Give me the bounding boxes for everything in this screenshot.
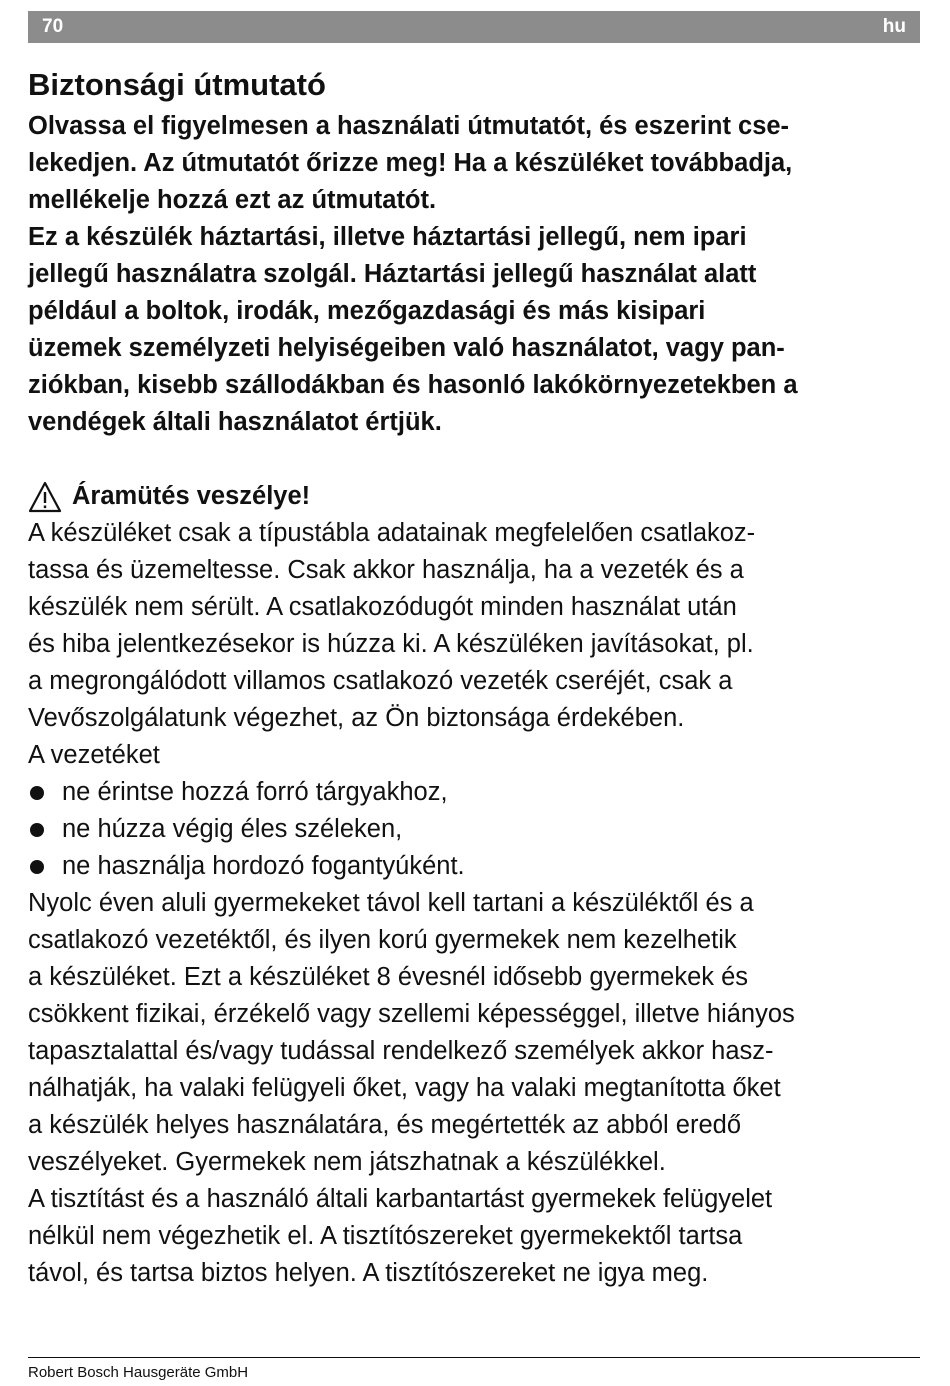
list-item-text: ne érintse hozzá forró tárgyakhoz,: [62, 778, 448, 806]
body-line: távol, és tartsa biztos helyen. A tisztítószereket ne igya meg.: [28, 1259, 709, 1287]
intro-line: lekedjen. Az útmutatót őrizze meg! Ha a készüléket továbbadja,: [28, 149, 793, 177]
body-line: A tisztítást és a használó általi karbantartást gyermekek felügyelet: [28, 1185, 773, 1213]
list-item: [28, 774, 920, 811]
intro-line: Olvassa el figyelmesen a használati útmutatót, és eszerint cse-: [28, 112, 790, 140]
intro-line: ziókban, kisebb szállodákban és hasonló lakókörnyezetekben a: [28, 371, 798, 399]
footer-divider: [28, 1357, 920, 1358]
intro-paragraph: [28, 108, 920, 441]
footer-company: Robert Bosch Hausgeräte GmbH: [28, 1364, 249, 1381]
body-line: készülék nem sérült. A csatlakozódugót minden használat után: [28, 593, 737, 621]
list-item-text: ne húzza végig éles széleken,: [62, 815, 403, 843]
list-item: [28, 848, 920, 885]
body-line: Nyolc éven aluli gyermekeket távol kell tartani a készüléktől és a: [28, 889, 754, 917]
bullet-dot-icon: [30, 823, 44, 837]
body-line: nálhatják, ha valaki felügyeli őket, vagy ha valaki megtanította őket: [28, 1074, 781, 1102]
body-line: és hiba jelentkezésekor is húzza ki. A készüléken javításokat, pl.: [28, 630, 754, 658]
page-title: Biztonsági útmutató: [28, 67, 326, 102]
body-line: A készüléket csak a típustábla adatainak megfelelően csatlakoz-: [28, 519, 756, 547]
list-item-text: ne használja hordozó fogantyúként.: [62, 852, 465, 880]
body-line: A vezetéket: [28, 741, 160, 769]
body-line: csökkent fizikai, érzékelő vagy szellemi képességgel, illetve hiányos: [28, 1000, 795, 1028]
intro-line: üzemek személyzeti helyiségeiben való használatot, vagy pan-: [28, 334, 785, 362]
warning-heading: [28, 478, 920, 515]
body-line: tassa és üzemeltesse. Csak akkor használja, ha a vezeték és a: [28, 556, 744, 584]
body-line: a készülék helyes használatára, és megértették az abból eredő: [28, 1111, 742, 1139]
bullet-dot-icon: [30, 786, 44, 800]
body-line: a készüléket. Ezt a készüléket 8 évesnél idősebb gyermekek és: [28, 963, 749, 991]
cable-bullet-list: [28, 774, 920, 885]
intro-line: vendégek általi használatot értjük.: [28, 408, 442, 436]
body-line: tapasztalattal és/vagy tudással rendelkező személyek akkor hasz-: [28, 1037, 774, 1065]
intro-line: mellékelje hozzá ezt az útmutatót.: [28, 186, 437, 214]
body-line: veszélyeket. Gyermekek nem játszhatnak a készülékkel.: [28, 1148, 666, 1176]
warning-heading-text: Áramütés veszélye!: [72, 482, 311, 510]
page-header-bar: [28, 11, 920, 43]
page-number: 70: [42, 16, 64, 37]
warning-body: [28, 515, 920, 1292]
page-content: [28, 62, 920, 1292]
body-line: nélkül nem végezhetik el. A tisztítószereket gyermekektől tartsa: [28, 1222, 743, 1250]
bullet-dot-icon: [30, 860, 44, 874]
intro-line: jellegű használatra szolgál. Háztartási jellegű használat alatt: [28, 260, 757, 288]
body-line: csatlakozó vezetéktől, és ilyen korú gyermekek nem kezelhetik: [28, 926, 737, 954]
body-line: Vevőszolgálatunk végezhet, az Ön biztonsága érdekében.: [28, 704, 685, 732]
language-code: hu: [882, 16, 906, 37]
list-item: [28, 811, 920, 848]
warning-triangle-icon: [28, 481, 62, 513]
intro-line: Ez a készülék háztartási, illetve háztartási jellegű, nem ipari: [28, 223, 747, 251]
intro-line: például a boltok, irodák, mezőgazdasági és más kisipari: [28, 297, 706, 325]
body-line: a megrongálódott villamos csatlakozó vezeték cseréjét, csak a: [28, 667, 733, 695]
